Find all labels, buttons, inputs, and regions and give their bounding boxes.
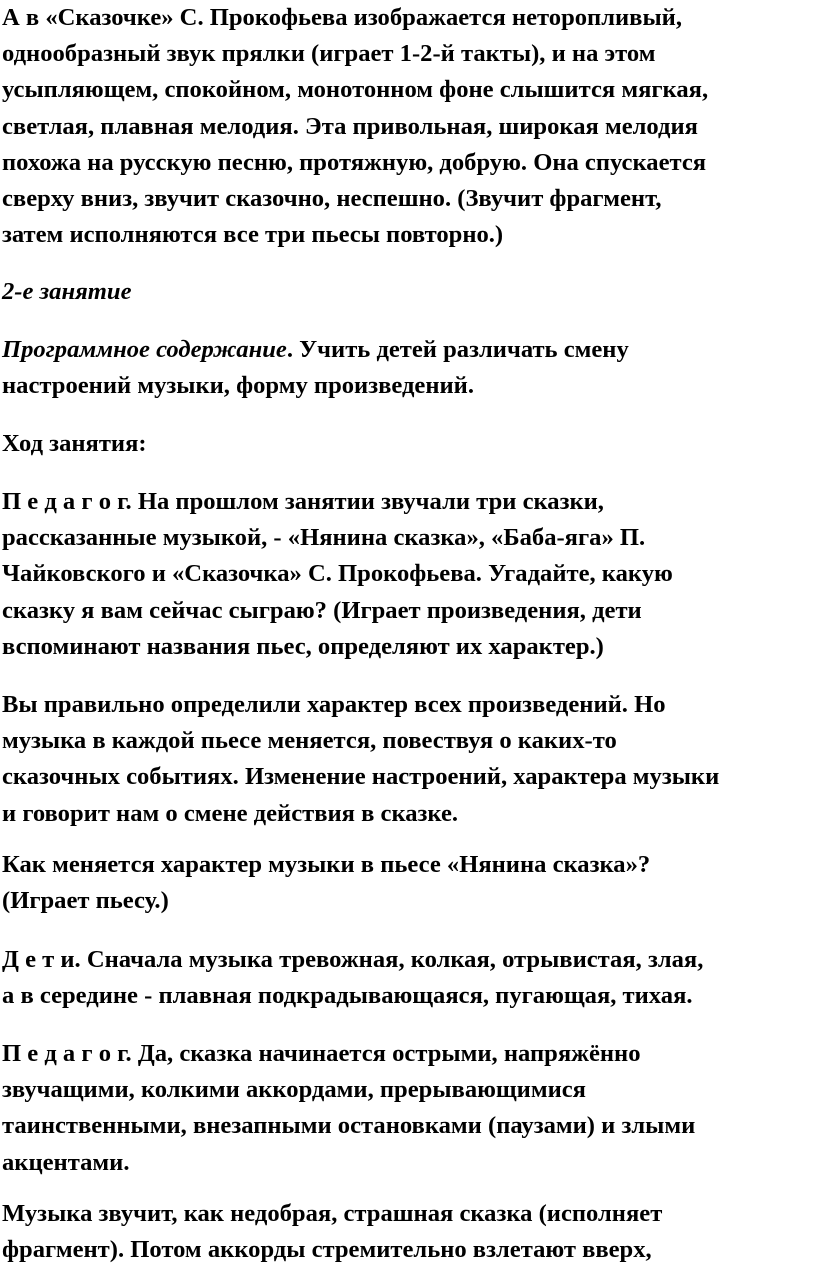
text-line: затем исполняются все три пьесы повторно.)	[2, 221, 504, 249]
text-line: усыпляющем, спокойном, монотонном фоне слышится мягкая,	[2, 76, 709, 104]
text-line	[2, 332, 816, 368]
text-line: вспоминают названия пьес, определяют их характер.)	[2, 632, 604, 660]
paragraph-children-answer	[2, 942, 816, 1014]
paragraph-teacher-intro	[2, 484, 816, 665]
paragraph-teacher-explanation	[2, 1036, 816, 1181]
text-line: звучащими, колкими аккордами, прерывающимися	[2, 1076, 586, 1104]
program-content-text: . Учить детей различать смену	[286, 336, 629, 363]
text-line: светлая, плавная мелодия. Эта привольная, широкая мелодия	[2, 112, 698, 140]
text-line: Музыка звучит, как недобрая, страшная сказка (исполняет	[2, 1200, 663, 1227]
text-line: акцентами.	[2, 1148, 130, 1176]
text-line: П е д а г о г. Да, сказка начинается острыми, напряжённо	[2, 1040, 641, 1067]
text-line: сказку я вам сейчас сыграю? (Играет произведения, дети	[2, 596, 642, 624]
text-line: настроений музыки, форму произведений.	[2, 372, 474, 400]
lesson-progress-heading: Ход занятия:	[2, 430, 147, 457]
text-line: Как меняется характер музыки в пьесе «Нянина сказка»?	[2, 851, 651, 878]
lesson-heading: 2-е занятие	[2, 278, 132, 305]
text-line: сказочных событиях. Изменение настроений, характера музыки	[2, 763, 720, 791]
text-line: похожа на русскую песню, протяжную, добрую. Она спускается	[2, 148, 707, 176]
text-line: Чайковского и «Сказочка» С. Прокофьева. Угадайте, какую	[2, 560, 673, 588]
paragraph-prokofiev-description	[2, 0, 816, 253]
text-line: Д е т и. Сначала музыка тревожная, колкая, отрывистая, злая,	[2, 946, 704, 973]
text-line: музыка в каждой пьесе меняется, повествуя о каких-то	[2, 727, 617, 755]
text-line: А в «Сказочке» С. Прокофьева изображается неторопливый,	[2, 4, 682, 31]
text-line: (Играет пьесу.)	[2, 887, 169, 915]
paragraph-character-change	[2, 687, 816, 832]
text-line: Вы правильно определили характер всех произведений. Но	[2, 691, 666, 718]
text-line: рассказанные музыкой, - «Нянина сказка», «Баба-яга» П.	[2, 524, 646, 552]
text-line: фрагмент). Потом аккорды стремительно взлетают вверх,	[2, 1236, 652, 1264]
text-line: и говорит нам о смене действия в сказке.	[2, 799, 459, 827]
program-content-label: Программное содержание	[2, 336, 287, 363]
paragraph-music-sounds	[2, 1196, 816, 1268]
text-line: а в середине - плавная подкрадывающаяся, пугающая, тихая.	[2, 982, 693, 1010]
text-line: таинственными, внезапными остановками (паузами) и злыми	[2, 1112, 696, 1140]
paragraph-program-content	[2, 332, 816, 404]
paragraph-question	[2, 847, 816, 919]
text-line: сверху вниз, звучит сказочно, неспешно. (Звучит фрагмент,	[2, 185, 662, 213]
text-line: П е д а г о г. На прошлом занятии звучали три сказки,	[2, 488, 604, 515]
text-line: однообразный звук прялки (играет 1-2-й такты), и на этом	[2, 40, 656, 68]
